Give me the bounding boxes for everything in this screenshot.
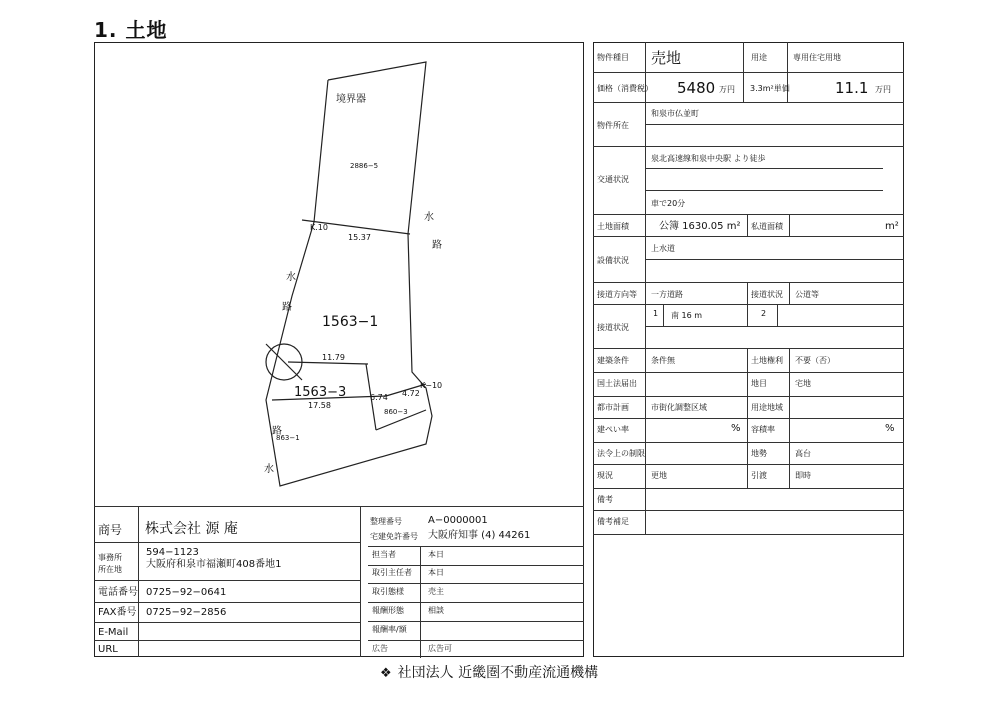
divider (645, 190, 883, 191)
divider (593, 442, 904, 443)
road-marker-d: 路 (282, 302, 292, 313)
reg-no-value: A−0000001 (428, 515, 488, 526)
price-value: 5480 (677, 79, 716, 97)
land-area-label: 土地面積 (597, 222, 629, 231)
details-table (593, 42, 904, 657)
type-value: 売地 (651, 49, 682, 67)
private-road-unit: m² (885, 221, 899, 232)
divider (368, 583, 584, 584)
dim-2: 17.58 (308, 401, 331, 410)
lot-label-right: 860−3 (384, 408, 408, 416)
divider (747, 282, 748, 304)
divider (593, 282, 904, 283)
divider (593, 348, 904, 349)
footer-org: 社団法人 近畿圏不動産流通機構 (397, 665, 599, 681)
water-marker-a: 水 (424, 212, 434, 223)
use-label: 用途 (751, 53, 767, 62)
land-rights-value: 不要（否） (795, 356, 835, 365)
divider (94, 580, 360, 581)
build-cond-label: 建築条件 (597, 356, 629, 365)
divider (593, 464, 904, 465)
url-label: URL (98, 644, 118, 655)
divider (645, 168, 883, 169)
private-road-label: 私道面積 (751, 222, 783, 231)
divider (593, 534, 904, 535)
far-label: 容積率 (751, 425, 775, 434)
tel-label: 電話番号 (98, 587, 138, 598)
dim-6: K.10 (310, 223, 328, 232)
divider (368, 565, 584, 566)
divider (94, 542, 360, 543)
staff-label-1: 担当者 (372, 550, 396, 559)
location-value: 和泉市仏並町 (651, 109, 699, 118)
use-value: 専用住宅用地 (793, 53, 841, 62)
road-value: 一方道路 (651, 290, 683, 299)
status-label: 現況 (597, 471, 613, 480)
lot-main-label: 1563−1 (322, 314, 379, 330)
staff-value-6: 広告可 (428, 644, 452, 653)
water-marker-c: 水 (286, 272, 296, 283)
divider (593, 510, 904, 511)
facilities-label: 設備状況 (597, 256, 629, 265)
staff-label-2: 取引主任者 (372, 568, 412, 577)
association-logo-icon: ❖ (380, 666, 392, 681)
water-marker-e: 水 (264, 464, 274, 475)
corner-mark: 境界器 (336, 94, 366, 105)
divider (663, 304, 664, 326)
email-label: E-Mail (98, 627, 129, 638)
tsubo-label: 3.3m²単価 (750, 84, 790, 93)
road-detail-1b: 南 16 m (671, 311, 703, 320)
handover-value: 即時 (795, 471, 811, 480)
divider (645, 259, 904, 260)
land-cat-label: 地目 (751, 379, 767, 388)
land-rights-label: 土地権利 (751, 356, 783, 365)
notes-label: 備考補足 (597, 517, 629, 526)
divider (747, 214, 748, 236)
landscape-label: 地勢 (751, 449, 767, 458)
staff-label-6: 広告 (372, 644, 388, 653)
divider (94, 622, 360, 623)
access-label: 交通状況 (597, 175, 629, 184)
divider (94, 602, 360, 603)
divider (593, 396, 904, 397)
zoning-label: 用途地域 (751, 403, 783, 412)
divider (593, 214, 904, 215)
coverage-unit: % (731, 423, 741, 434)
divider (789, 282, 790, 304)
divider (593, 372, 904, 373)
remarks-label: 備考 (597, 495, 613, 504)
road-right-value: 公道等 (795, 290, 819, 299)
divider (94, 640, 360, 641)
national-label: 国土法届出 (597, 379, 637, 388)
divider (747, 304, 748, 326)
landscape-value: 高台 (795, 449, 811, 458)
reg-no-label: 整理番号 (370, 517, 402, 526)
divider (593, 304, 904, 305)
dim-1: 11.79 (322, 353, 345, 362)
tel-value: 0725−92−0641 (146, 587, 227, 598)
staff-value-1: 本日 (428, 550, 444, 559)
road-detail-1: 1 (653, 309, 659, 318)
trade-value: 株式会社 源 庵 (145, 521, 238, 537)
road-marker-b: 路 (432, 240, 442, 251)
road-marker-f: 路 (272, 426, 282, 437)
footer (380, 662, 598, 682)
city-plan-value: 市街化調整区域 (651, 403, 707, 412)
type-label: 物件種目 (597, 53, 629, 62)
lot-sub-label: 1563−3 (294, 385, 347, 400)
postal-code: 594−1123 (146, 547, 199, 558)
land-cat-value: 宅地 (795, 379, 811, 388)
road-right-label: 接道状況 (751, 290, 783, 299)
divider (368, 602, 584, 603)
divider (593, 488, 904, 489)
access-value-1: 泉北高速線和泉中央駅 より徒歩 (651, 154, 766, 163)
divider (593, 236, 904, 237)
price-unit: 万円 (719, 85, 735, 94)
staff-value-2: 本日 (428, 568, 444, 577)
dim-3: 15.37 (348, 233, 371, 242)
divider (593, 146, 904, 147)
divider (368, 621, 584, 622)
price-label: 価格（消費税） (597, 84, 653, 93)
facilities-value: 上水道 (651, 244, 675, 253)
divider (593, 418, 904, 419)
address-label-1: 事務所 (98, 553, 122, 562)
staff-value-3: 売主 (428, 587, 444, 596)
divider (368, 640, 584, 641)
staff-label-5: 報酬率/額 (372, 625, 407, 634)
divider (593, 102, 904, 103)
road-label: 接道方向等 (597, 290, 637, 299)
divider (645, 42, 646, 534)
dim-4: 6.74 (370, 393, 388, 402)
status-value: 更地 (651, 471, 667, 480)
staff-label-3: 取引態様 (372, 587, 404, 596)
divider (645, 326, 904, 327)
dim-5: 4.72 (402, 389, 420, 398)
company-label-divider (138, 506, 139, 657)
staff-label-4: 報酬形態 (372, 606, 404, 615)
lot-label-left: 863−1 (276, 434, 300, 442)
address-label-2: 所在地 (98, 565, 122, 574)
access-value-2: 車で20分 (651, 199, 686, 208)
divider (593, 72, 904, 73)
divider (789, 214, 790, 236)
staff-table (368, 546, 584, 658)
far-unit: % (885, 423, 895, 434)
road-detail-label: 接道状況 (597, 323, 629, 332)
license-value: 大阪府知事 (4) 44261 (428, 530, 531, 541)
build-cond-value: 条件無 (651, 356, 675, 365)
coverage-label: 建ぺい率 (597, 425, 629, 434)
tsubo-value: 11.1 (835, 79, 869, 97)
road-detail-2: 2 (761, 309, 767, 318)
city-plan-label: 都市計画 (597, 403, 629, 412)
handover-label: 引渡 (751, 471, 767, 480)
land-area-value: 公簿 1630.05 m² (659, 221, 741, 232)
location-label: 物件所在 (597, 121, 629, 130)
lot-plan-drawing (96, 44, 582, 506)
divider (645, 124, 904, 125)
tsubo-unit: 万円 (875, 85, 891, 94)
fax-value: 0725−92−2856 (146, 607, 227, 618)
plot-divider (94, 506, 584, 507)
lot-label-top: 2886−5 (350, 162, 379, 170)
trade-label: 商号 (98, 523, 123, 537)
staff-value-4: 相談 (428, 606, 444, 615)
fax-label: FAX番号 (98, 607, 137, 618)
legal-label: 法令上の制限 (597, 449, 645, 458)
address: 大阪府和泉市福瀬町408番地1 (146, 559, 282, 570)
company-mid-divider (360, 506, 361, 657)
divider (777, 304, 778, 326)
dim-7: K−10 (420, 381, 443, 390)
license-label: 宅建免許番号 (370, 532, 418, 541)
page-title: 1. 土地 (94, 18, 168, 42)
